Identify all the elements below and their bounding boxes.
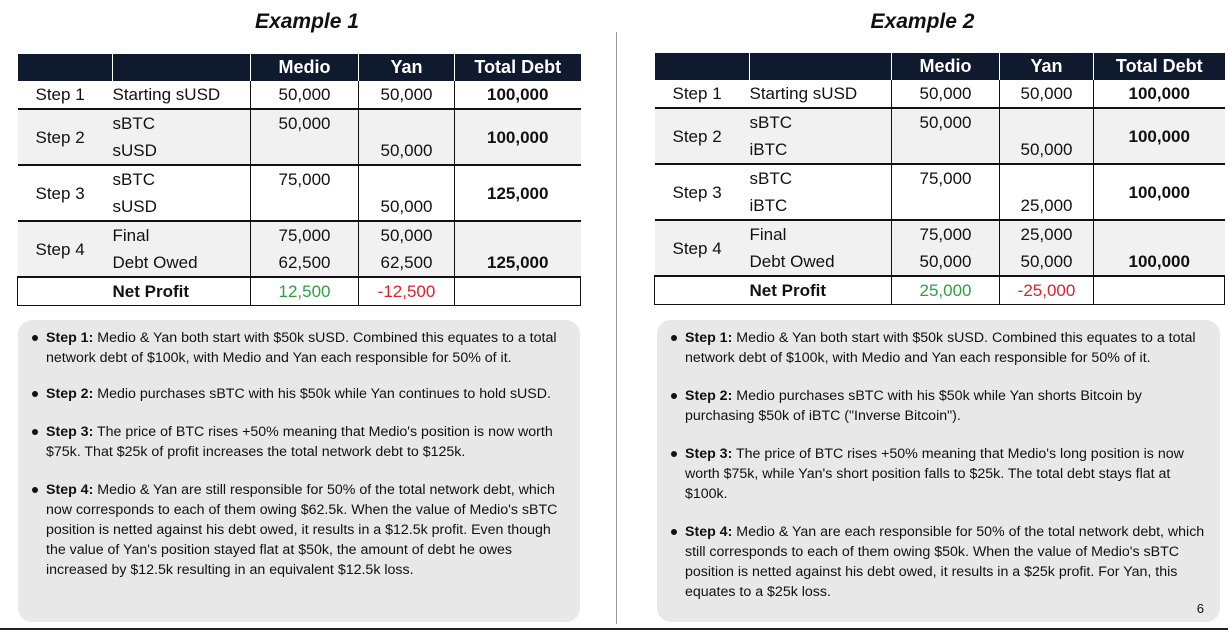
total-debt-value: 100,000 bbox=[1094, 164, 1225, 220]
blank-cell bbox=[1094, 276, 1225, 305]
bullet-icon bbox=[32, 335, 38, 341]
bullet-icon bbox=[32, 487, 38, 493]
medio-value bbox=[251, 193, 359, 221]
row-desc: Final bbox=[750, 220, 892, 248]
medio-value bbox=[892, 136, 1000, 164]
medio-value: 50,000 bbox=[251, 81, 359, 109]
bullet-icon bbox=[671, 451, 677, 457]
header-blank bbox=[113, 54, 251, 81]
medio-value: 50,000 bbox=[892, 108, 1000, 136]
yan-value: 50,000 bbox=[1000, 248, 1094, 276]
yan-value bbox=[359, 109, 455, 137]
row-desc: Debt Owed bbox=[750, 248, 892, 276]
header-medio: Medio bbox=[251, 54, 359, 81]
medio-net-profit: 25,000 bbox=[892, 276, 1000, 305]
note-step-1 bbox=[18, 328, 580, 368]
row-desc: iBTC bbox=[750, 136, 892, 164]
yan-value: 25,000 bbox=[1000, 192, 1094, 220]
medio-value: 75,000 bbox=[251, 221, 359, 249]
note-label: Step 3: bbox=[46, 424, 94, 440]
header-blank bbox=[655, 53, 750, 80]
example-2-column bbox=[617, 0, 1228, 632]
page-number: 6 bbox=[1196, 601, 1204, 616]
medio-value: 50,000 bbox=[251, 109, 359, 137]
note-text: Medio & Yan both start with $50k sUSD. Combined this equates to a total network debt of $100k, with Medio and Yan each responsible for 50% of it. bbox=[46, 330, 557, 366]
note-text: Medio purchases sBTC with his $50k while Yan shorts Bitcoin by purchasing $50k of iBTC ("Inverse Bitcoin"). bbox=[685, 388, 1142, 424]
step-label: Step 1 bbox=[655, 80, 750, 108]
step-label: Step 1 bbox=[18, 81, 113, 109]
total-debt-value: 125,000 bbox=[455, 221, 581, 277]
table-row bbox=[18, 221, 581, 249]
row-desc: iBTC bbox=[750, 192, 892, 220]
header-medio: Medio bbox=[892, 53, 1000, 80]
note-label: Step 3: bbox=[685, 446, 733, 462]
row-desc: sBTC bbox=[750, 108, 892, 136]
medio-value: 62,500 bbox=[251, 249, 359, 277]
medio-value: 75,000 bbox=[892, 164, 1000, 192]
net-profit-row bbox=[18, 277, 581, 306]
bullet-icon bbox=[32, 391, 38, 397]
table-row bbox=[18, 81, 581, 109]
blank-cell bbox=[455, 277, 581, 306]
step-label: Step 3 bbox=[655, 164, 750, 220]
table-row bbox=[18, 109, 581, 137]
row-desc: sUSD bbox=[113, 137, 251, 165]
note-step-3 bbox=[657, 444, 1220, 504]
step-label: Step 3 bbox=[18, 165, 113, 221]
step-label: Step 4 bbox=[18, 221, 113, 277]
medio-net-profit: 12,500 bbox=[251, 277, 359, 306]
yan-value: 50,000 bbox=[359, 137, 455, 165]
table-row bbox=[655, 164, 1225, 192]
table-header-row bbox=[18, 54, 581, 81]
note-text: The price of BTC rises +50% meaning that Medio's long position is now worth $75k, while Yan's short position falls to $25k. The total debt stays flat at $100k. bbox=[685, 446, 1184, 502]
total-debt-value: 100,000 bbox=[455, 81, 581, 109]
example-2-notes bbox=[657, 320, 1220, 622]
bullet-icon bbox=[671, 335, 677, 341]
note-step-4 bbox=[657, 522, 1220, 602]
blank-cell bbox=[18, 277, 113, 306]
header-total-debt: Total Debt bbox=[1094, 53, 1225, 80]
row-desc: Starting sUSD bbox=[750, 80, 892, 108]
yan-net-profit: -12,500 bbox=[359, 277, 455, 306]
note-step-2 bbox=[18, 384, 580, 404]
yan-value bbox=[1000, 164, 1094, 192]
blank-cell bbox=[655, 276, 750, 305]
note-text: Medio & Yan both start with $50k sUSD. Combined this equates to a total network debt of $100k, with Medio and Yan each responsible for 50% of it. bbox=[685, 330, 1196, 366]
note-text: Medio & Yan are each responsible for 50% of the total network debt, which still corresponds to each of them owing $50k. When the value of Medio's sBTC position is netted against his debt owed, it results in a $25k profit. For Yan, this equates to a $25k loss. bbox=[685, 524, 1205, 600]
row-desc: sBTC bbox=[750, 164, 892, 192]
note-label: Step 4: bbox=[685, 524, 733, 540]
note-step-1 bbox=[657, 328, 1220, 368]
note-step-2 bbox=[657, 386, 1220, 426]
row-desc: Debt Owed bbox=[113, 249, 251, 277]
yan-net-profit: -25,000 bbox=[1000, 276, 1094, 305]
net-profit-row bbox=[655, 276, 1225, 305]
note-text: Medio purchases sBTC with his $50k while Yan continues to hold sUSD. bbox=[93, 386, 551, 402]
row-desc: sUSD bbox=[113, 193, 251, 221]
example-2-table bbox=[654, 53, 1225, 305]
example-1-notes bbox=[18, 320, 580, 622]
row-desc: Final bbox=[113, 221, 251, 249]
note-label: Step 1: bbox=[685, 330, 733, 346]
total-debt-value: 100,000 bbox=[455, 109, 581, 165]
medio-value bbox=[251, 137, 359, 165]
example-1-table bbox=[17, 54, 581, 306]
note-label: Step 4: bbox=[46, 482, 94, 498]
bullet-icon bbox=[671, 529, 677, 535]
table-header-row bbox=[655, 53, 1225, 80]
yan-value: 50,000 bbox=[1000, 136, 1094, 164]
header-yan: Yan bbox=[1000, 53, 1094, 80]
table-row bbox=[18, 165, 581, 193]
total-debt-value: 125,000 bbox=[455, 165, 581, 221]
bullet-icon bbox=[671, 393, 677, 399]
table-row bbox=[655, 80, 1225, 108]
medio-value: 50,000 bbox=[892, 80, 1000, 108]
header-yan: Yan bbox=[359, 54, 455, 81]
footer-rule bbox=[0, 628, 1228, 630]
yan-value: 50,000 bbox=[359, 193, 455, 221]
yan-value: 50,000 bbox=[359, 221, 455, 249]
medio-value: 75,000 bbox=[892, 220, 1000, 248]
total-debt-value: 100,000 bbox=[1094, 108, 1225, 164]
step-label: Step 2 bbox=[655, 108, 750, 164]
net-profit-label: Net Profit bbox=[113, 277, 251, 306]
total-debt-value: 100,000 bbox=[1094, 220, 1225, 276]
yan-value: 25,000 bbox=[1000, 220, 1094, 248]
header-blank bbox=[18, 54, 113, 81]
yan-value: 50,000 bbox=[359, 81, 455, 109]
step-label: Step 2 bbox=[18, 109, 113, 165]
note-text: Medio & Yan are still responsible for 50% of the total network debt, which now corresponds to each of them owing $62.5k. When the value of Medio's sBTC position is netted against his debt owed, it results in a $12.5k profit. Even though the value of Yan's position stayed flat at $50k, the amount of debt he owes increased by $12.5k resulting in an equivalent $12.5k loss. bbox=[46, 482, 558, 578]
example-1-title: Example 1 bbox=[255, 10, 359, 33]
bullet-icon bbox=[32, 429, 38, 435]
row-desc: sBTC bbox=[113, 165, 251, 193]
header-blank bbox=[750, 53, 892, 80]
table-row bbox=[655, 220, 1225, 248]
header-total-debt: Total Debt bbox=[455, 54, 581, 81]
medio-value: 75,000 bbox=[251, 165, 359, 193]
example-2-title: Example 2 bbox=[870, 10, 975, 33]
note-text: The price of BTC rises +50% meaning that Medio's position is now worth $75k. That $25k of profit increases the total network debt to $125k. bbox=[46, 424, 553, 460]
note-label: Step 2: bbox=[46, 386, 94, 402]
row-desc: sBTC bbox=[113, 109, 251, 137]
total-debt-value: 100,000 bbox=[1094, 80, 1225, 108]
yan-value: 62,500 bbox=[359, 249, 455, 277]
medio-value: 50,000 bbox=[892, 248, 1000, 276]
row-desc: Starting sUSD bbox=[113, 81, 251, 109]
step-label: Step 4 bbox=[655, 220, 750, 276]
note-label: Step 1: bbox=[46, 330, 94, 346]
medio-value bbox=[892, 192, 1000, 220]
yan-value: 50,000 bbox=[1000, 80, 1094, 108]
net-profit-label: Net Profit bbox=[750, 276, 892, 305]
yan-value bbox=[1000, 108, 1094, 136]
note-label: Step 2: bbox=[685, 388, 733, 404]
note-step-4 bbox=[18, 480, 580, 580]
note-step-3 bbox=[18, 422, 580, 462]
table-row bbox=[655, 108, 1225, 136]
yan-value bbox=[359, 165, 455, 193]
